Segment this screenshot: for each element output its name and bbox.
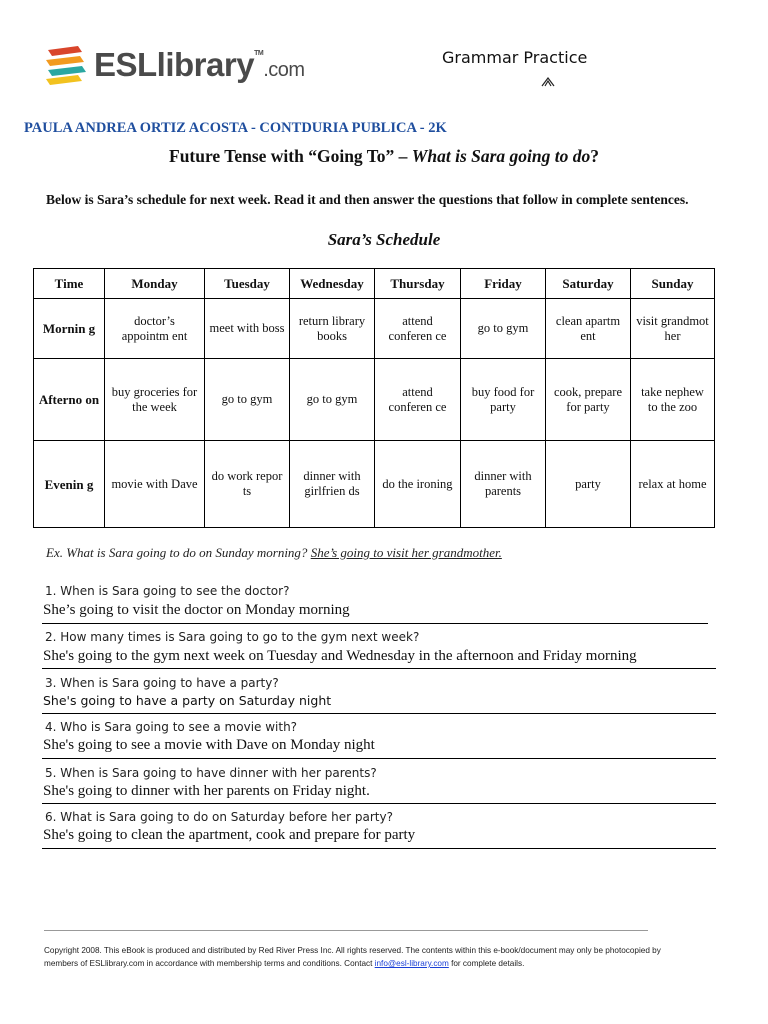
header-tuesday: Tuesday: [205, 269, 290, 299]
page-title: Future Tense with “Going To” – What is Sara going to do?: [169, 146, 599, 166]
header-saturday: Saturday: [546, 269, 631, 299]
footer-divider: [44, 930, 648, 931]
table-cell: buy food for party: [461, 359, 546, 441]
table-cell: take nephew to the zoo: [631, 359, 715, 441]
esl-library-logo: [44, 44, 305, 92]
table-row-afternoon: [34, 359, 715, 441]
schedule-title: Sara’s Schedule: [327, 230, 441, 249]
answer-line: [42, 623, 708, 624]
table-cell: attend conferen ce: [375, 299, 461, 359]
table-cell: doctor’s appointm ent: [105, 299, 205, 359]
table-cell: party: [546, 441, 631, 528]
table-cell: dinner with girlfrien ds: [290, 441, 375, 528]
header-monday: Monday: [105, 269, 205, 299]
table-cell: go to gym: [205, 359, 290, 441]
question-5: 5. When is Sara going to have dinner with her parents?: [45, 766, 377, 780]
answer-3: She's going to have a party on Saturday night: [43, 693, 332, 708]
header-time: Time: [34, 269, 105, 299]
answer-line: [42, 803, 716, 804]
row-label-evening: Evenin g: [34, 441, 105, 528]
answer-line: [42, 848, 716, 849]
student-name-line: PAULA ANDREA ORTIZ ACOSTA - CONTDURIA PUBLICA - 2K: [24, 120, 447, 136]
table-cell: clean apartm ent: [546, 299, 631, 359]
header-sunday: Sunday: [631, 269, 715, 299]
table-cell: visit grandmot her: [631, 299, 715, 359]
table-cell: movie with Dave: [105, 441, 205, 528]
table-cell: buy groceries for the week: [105, 359, 205, 441]
answer-6: She's going to clean the apartment, cook and prepare for party: [43, 827, 416, 843]
pen-icon: [540, 76, 556, 92]
answer-line: [42, 668, 716, 669]
question-4: 4. Who is Sara going to see a movie with?: [45, 720, 298, 734]
table-cell: cook, prepare for party: [546, 359, 631, 441]
table-row-evening: [34, 441, 715, 528]
header-friday: Friday: [461, 269, 546, 299]
copyright-footer: Copyright 2008. This eBook is produced and distributed by Red River Press Inc. All rights reserved. The contents within this e-book/document may only be photocopied by members of ESLlibrary.com in accordance with membership terms and conditions. Contact info@esl-library.com for complete details.: [44, 946, 661, 968]
table-cell: dinner with parents: [461, 441, 546, 528]
table-cell: attend conferen ce: [375, 359, 461, 441]
row-label-morning: Mornin g: [34, 299, 105, 359]
table-cell: do work repor ts: [205, 441, 290, 528]
question-3: 3. When is Sara going to have a party?: [45, 676, 279, 690]
contact-email-link[interactable]: info@esl-library.com: [374, 959, 449, 968]
answer-2: She's going to the gym next week on Tuesday and Wednesday in the afternoon and Friday morning: [43, 648, 637, 664]
table-cell: do the ironing: [375, 441, 461, 528]
instructions: Below is Sara’s schedule for next week. Read it and then answer the questions that follow in complete sentences.: [46, 192, 689, 207]
schedule-table: [33, 268, 715, 528]
row-label-afternoon: Afterno on: [34, 359, 105, 441]
table-row-morning: [34, 299, 715, 359]
logo-wordmark: ESLlibrary™.com: [94, 46, 305, 83]
header-wednesday: Wednesday: [290, 269, 375, 299]
answer-line: [42, 713, 716, 714]
table-cell: go to gym: [461, 299, 546, 359]
answer-4: She's going to see a movie with Dave on Monday night: [43, 737, 375, 753]
answer-5: She's going to dinner with her parents on Friday night.: [43, 783, 370, 799]
table-cell: go to gym: [290, 359, 375, 441]
question-6: 6. What is Sara going to do on Saturday before her party?: [45, 810, 393, 824]
table-cell: meet with boss: [205, 299, 290, 359]
table-cell: relax at home: [631, 441, 715, 528]
question-2: 2. How many times is Sara going to go to the gym next week?: [45, 630, 420, 644]
question-1: 1. When is Sara going to see the doctor?: [45, 584, 290, 598]
table-header-row: [34, 269, 715, 299]
example-line: Ex. What is Sara going to do on Sunday morning? She’s going to visit her grandmother.: [46, 545, 502, 560]
document-type-label: Grammar Practice: [442, 48, 588, 67]
header-thursday: Thursday: [375, 269, 461, 299]
table-cell: return library books: [290, 299, 375, 359]
book-stack-icon: [44, 44, 90, 88]
answer-line: [42, 758, 716, 759]
answer-1: She’s going to visit the doctor on Monday morning: [43, 602, 350, 618]
